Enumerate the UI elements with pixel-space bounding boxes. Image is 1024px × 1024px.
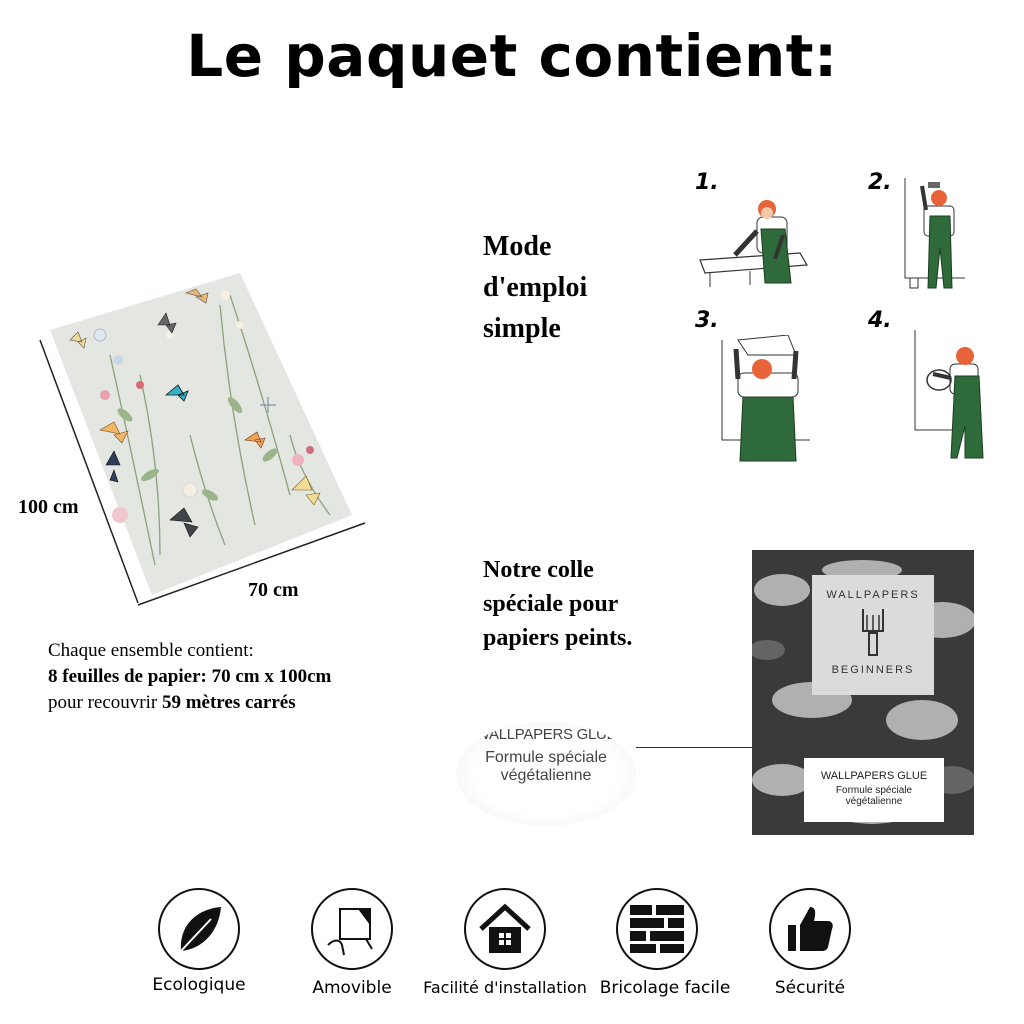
package-label-sub-1: Formule spéciale — [835, 785, 913, 796]
zoom-subtitle-2: végétalienne — [500, 767, 592, 784]
package-label-sub-2: végétalienne — [845, 796, 903, 807]
height-dimension-label: 100 cm — [18, 496, 79, 518]
instructions-line-3: simple — [483, 313, 561, 344]
step-number-3: 3. — [695, 308, 719, 333]
page-title: Le paquet contient: — [186, 22, 838, 90]
contents-area: 59 mètres carrés — [161, 692, 296, 713]
instructions-heading — [483, 226, 587, 349]
feature-label-amovible: Amovible — [312, 978, 392, 998]
thumbs-up-icon — [769, 888, 851, 970]
step-number-2: 2. — [868, 170, 892, 195]
instructions-line-2: d'emploi — [483, 272, 588, 303]
contents-line-2: 8 feuilles de papier: 70 cm x 100cm — [48, 666, 332, 687]
feature-label-ecologique: Ecologique — [152, 975, 246, 995]
step-2-illustration — [900, 178, 970, 300]
glue-heading — [483, 553, 632, 655]
zoom-title: WALLPAPERS GLUE — [475, 726, 617, 743]
brand-bottom-text: BEGINNERS — [831, 664, 915, 676]
package-brand-panel — [812, 575, 934, 695]
bricks-icon — [616, 888, 698, 970]
brand-top-text: WALLPAPERS — [826, 589, 920, 601]
house-icon — [464, 888, 546, 970]
feature-label-securite: Sécurité — [774, 978, 846, 998]
step-3-illustration — [718, 335, 818, 463]
peel-icon — [311, 888, 393, 970]
package-label-title: WALLPAPERS GLUE — [820, 770, 928, 782]
feature-label-installation: Facilité d'installation — [423, 978, 587, 997]
package-label — [804, 758, 944, 822]
wallpaper-sample — [30, 265, 370, 615]
contents-line-3-prefix: pour recouvrir — [48, 692, 162, 713]
leaf-icon — [158, 888, 240, 970]
contents-description — [48, 638, 331, 716]
glue-package — [752, 550, 974, 835]
glue-label-zoom — [456, 722, 636, 826]
contents-line-3 — [48, 690, 331, 716]
feature-label-bricolage: Bricolage facile — [599, 978, 731, 998]
step-number-4: 4. — [868, 308, 892, 333]
step-number-1: 1. — [695, 170, 719, 195]
glue-line-2: spéciale pour — [483, 591, 619, 617]
glue-line-3: papiers peints. — [483, 625, 633, 651]
contents-line-1: Chaque ensemble contient: — [48, 640, 254, 661]
width-dimension-label: 70 cm — [248, 579, 299, 601]
glue-line-1: Notre colle — [483, 557, 594, 583]
instructions-line-1: Mode — [483, 231, 552, 262]
step-4-illustration — [905, 330, 990, 460]
step-1-illustration — [695, 195, 815, 295]
zoom-subtitle-1: Formule spéciale — [485, 749, 607, 766]
brush-logo-icon — [853, 605, 893, 659]
